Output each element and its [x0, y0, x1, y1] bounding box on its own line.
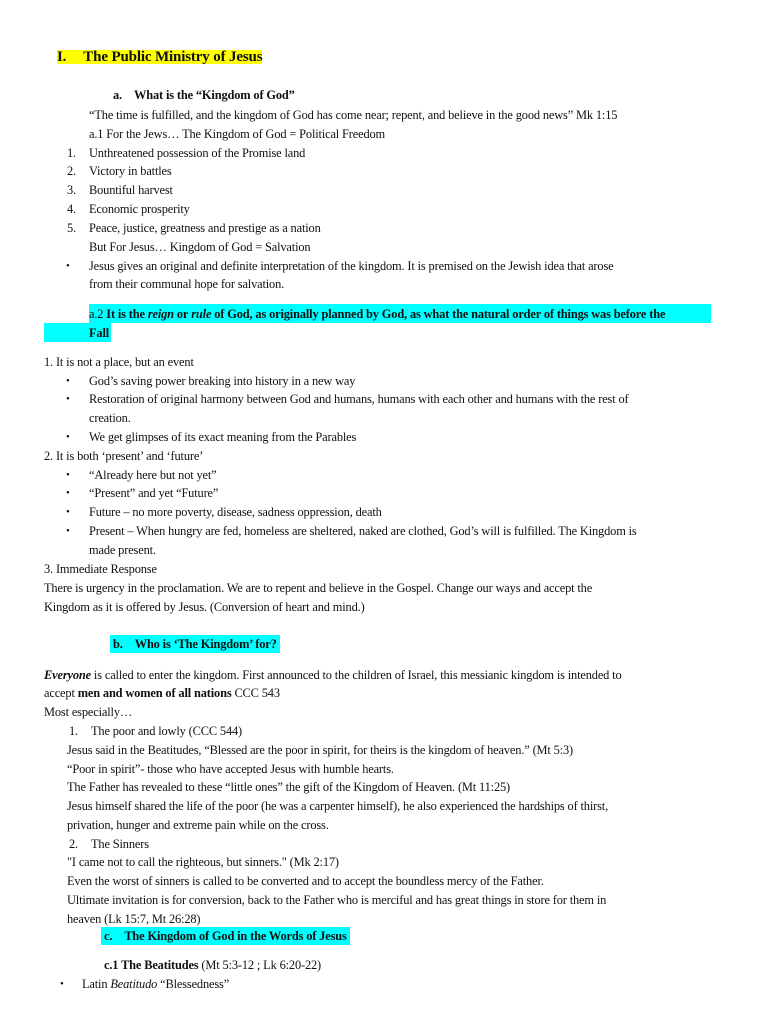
latin-meaning: “Blessedness”: [157, 977, 230, 991]
bullet-text: Future – no more poverty, disease, sadness oppression, death: [89, 505, 382, 519]
latin-prefix: Latin: [82, 977, 111, 991]
list-item: Economic prosperity: [89, 202, 190, 216]
bullet-text: [82, 977, 229, 991]
latin-word: Beatitudo: [110, 977, 158, 991]
subheading-title: Who is ‘The Kingdom’ for?: [134, 637, 277, 651]
paragraph-line: Most especially…: [44, 705, 133, 719]
jesus-kingdom-line: But For Jesus… Kingdom of God = Salvation: [89, 240, 311, 254]
a2-text: It is the: [106, 307, 145, 321]
bullet-text: We get glimpses of its exact meaning from the Parables: [89, 430, 357, 444]
list-item: Peace, justice, greatness and prestige as a nation: [89, 221, 321, 235]
subheading-letter: c.: [104, 929, 113, 943]
paragraph-line: [44, 686, 280, 700]
paragraph-text: CCC 543: [231, 686, 280, 700]
bullet-text: Restoration of original harmony between God and humans, humans with each other and humans with the rest of: [89, 392, 629, 406]
point-heading: 2. It is both ‘present’ and ‘future’: [44, 449, 204, 463]
list-item-title: The poor and lowly (CCC 544): [91, 724, 243, 738]
subheading-c: [101, 927, 350, 945]
subheading-a: [113, 88, 295, 102]
list-number: 4.: [67, 202, 76, 216]
list-number: 1.: [69, 724, 78, 738]
bullet-dot: •: [66, 487, 70, 499]
beatitudes-title: c.1 The Beatitudes: [104, 958, 199, 972]
list-number: 3.: [67, 183, 76, 197]
list-number: 5.: [67, 221, 76, 235]
paragraph-text: accept: [44, 686, 78, 700]
paragraph-line: Kingdom as it is offered by Jesus. (Conversion of heart and mind.): [44, 600, 365, 614]
bullet-text: Present – When hungry are fed, homeless are sheltered, naked are clothed, God’s will is fulfilled. The Kingdom is: [89, 524, 637, 538]
paragraph-text: is called to enter the kingdom. First announced to the children of Israel, this messianic kingdom is intended to: [90, 668, 622, 682]
paragraph-line: Even the worst of sinners is called to be converted and to accept the boundless mercy of the Father.: [67, 874, 544, 888]
section-numeral: I.: [57, 49, 67, 65]
bullet-dot: •: [66, 375, 70, 387]
paragraph-line: “Poor in spirit”- those who have accepted Jesus with humble hearts.: [67, 762, 394, 776]
bullet-text: made present.: [89, 543, 156, 557]
beatitudes-ref: (Mt 5:3-12 ; Lk 6:20-22): [198, 958, 322, 972]
emphasis-nations: men and women of all nations: [77, 686, 232, 700]
bullet-dot: •: [66, 393, 70, 405]
paragraph-line: Jesus himself shared the life of the poor (he was a carpenter himself), he also experienced the hardships of thirst,: [67, 799, 609, 813]
subheading-title: What is the “Kingdom of God”: [134, 88, 295, 102]
reign-definition-cont: Fall: [89, 326, 110, 340]
paragraph-line: There is urgency in the proclamation. We are to repent and believe in the Gospel. Change our ways and accept the: [44, 581, 593, 595]
paragraph-line: heaven (Lk 15:7, Mt 26:28): [67, 912, 201, 926]
paragraph-line: "I came not to call the righteous, but sinners." (Mk 2:17): [67, 855, 339, 869]
bullet-dot: •: [66, 506, 70, 518]
beatitudes-heading: [104, 958, 321, 972]
emphasis-everyone: Everyone: [44, 668, 91, 682]
bullet-dot: •: [66, 525, 70, 537]
jews-kingdom-line: a.1 For the Jews… The Kingdom of God = Political Freedom: [89, 127, 386, 141]
list-item: Unthreatened possession of the Promise land: [89, 146, 306, 160]
list-number: 2.: [67, 164, 76, 178]
bullet-text: “Present” and yet “Future”: [89, 486, 219, 500]
point-heading: 1. It is not a place, but an event: [44, 355, 194, 369]
a2-text: of God, as originally planned by God, as what the natural order of things was before the: [214, 307, 666, 321]
bullet-text: from their communal hope for salvation.: [89, 277, 285, 291]
a2-reign: reign: [147, 307, 174, 321]
section-title: The Public Ministry of Jesus: [83, 49, 263, 65]
bullet-text: creation.: [89, 411, 131, 425]
a2-or: or: [176, 307, 189, 321]
a2-rule: rule: [191, 307, 212, 321]
list-number: 1.: [67, 146, 76, 160]
subheading-letter: a.: [113, 88, 122, 102]
list-item: Victory in battles: [89, 164, 172, 178]
bullet-text: “Already here but not yet”: [89, 468, 217, 482]
subheading-letter: b.: [113, 637, 123, 651]
point-heading: 3. Immediate Response: [44, 562, 157, 576]
bullet-dot: •: [66, 431, 70, 443]
section-heading: [57, 50, 262, 64]
subheading-title: The Kingdom of God in the Words of Jesus: [124, 929, 347, 943]
list-item: Bountiful harvest: [89, 183, 173, 197]
reign-definition: [89, 307, 665, 321]
bullet-dot: •: [66, 469, 70, 481]
bullet-dot: •: [66, 260, 70, 272]
list-item-title: The Sinners: [91, 837, 149, 851]
a2-label: a.2: [89, 307, 104, 321]
mark-quote: “The time is fulfilled, and the kingdom of God has come near; repent, and believe in the good news” Mk 1:15: [89, 108, 618, 122]
paragraph-line: privation, hunger and extreme pain while on the cross.: [67, 818, 329, 832]
list-number: 2.: [69, 837, 78, 851]
paragraph-line: [44, 668, 622, 682]
bullet-text: Jesus gives an original and definite interpretation of the kingdom. It is premised on the Jewish idea that arose: [89, 259, 614, 273]
paragraph-line: The Father has revealed to these “little ones” the gift of the Kingdom of Heaven. (Mt 11:25): [67, 780, 511, 794]
paragraph-line: Ultimate invitation is for conversion, back to the Father who is merciful and has great things in store for them in: [67, 893, 607, 907]
bullet-dot: •: [60, 978, 64, 990]
subheading-b: [110, 635, 280, 653]
bullet-text: God’s saving power breaking into history in a new way: [89, 374, 356, 388]
paragraph-line: Jesus said in the Beatitudes, “Blessed are the poor in spirit, for theirs is the kingdom of heaven.” (Mt 5:3): [67, 743, 574, 757]
